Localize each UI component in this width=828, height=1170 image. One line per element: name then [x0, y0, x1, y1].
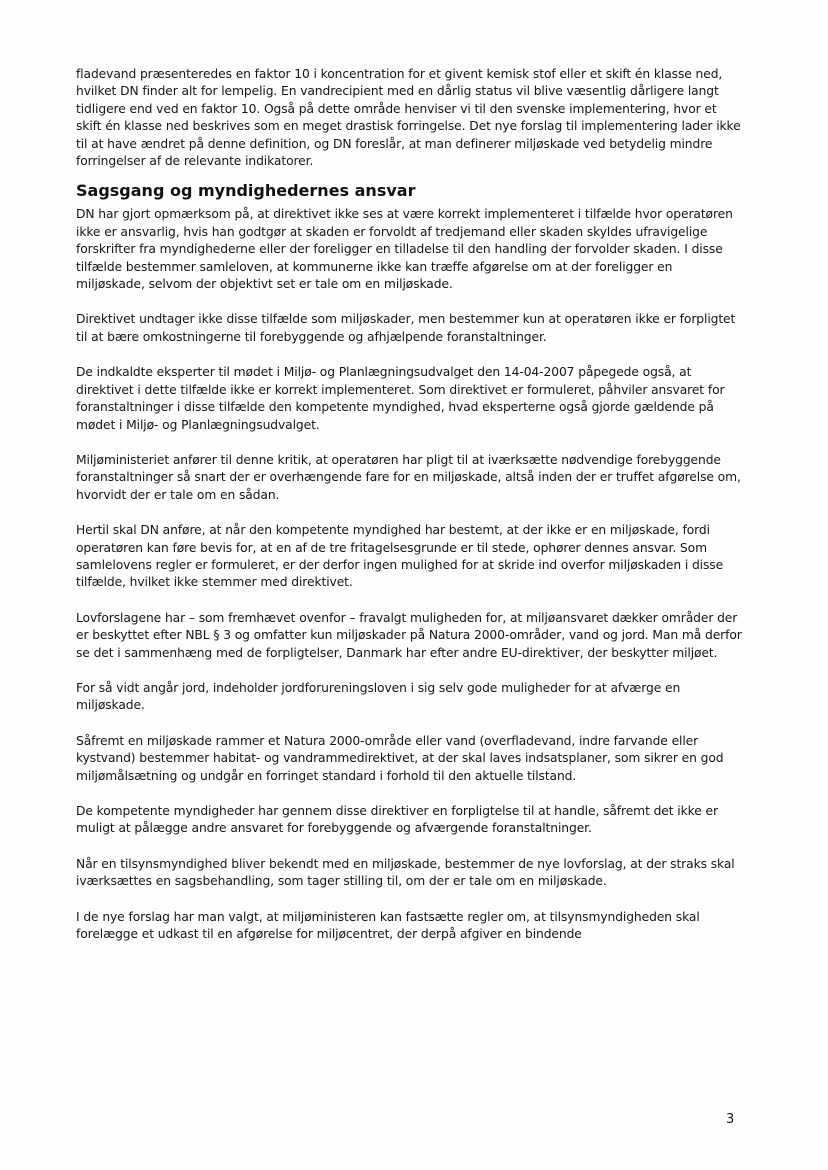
paragraph-1: fladevand præsenteredes en faktor 10 i koncentration for et givent kemisk stof eller et skift én klasse ned, hvilket DN finder alt for lempelig. En vandrecipient med en dårlig status vil blive væsentlig dårligere langt tidligere end ved en faktor 10. Også på dette område henviser vi til den svenske implementering, hvor et skift én klasse ned beskrives som en meget drastisk forringelse. Det nye forslag til implementering lader ikke til at have ændret på denne definition, og DN foreslår, at man definerer miljøskade ved betydelig mindre forringelser af de relevante indikatorer. [76, 67, 741, 169]
paragraph-7: Lovforslagene har – som fremhævet ovenfor – fravalgt muligheden for, at miljøansvaret dækker områder der er beskyttet efter NBL § 3 og omfatter kun miljøskader på Natura 2000-områder, vand og jord. Man må derfor se det i sammenhæng med de forpligtelser, Danmark har efter andre EU-direktiver, der beskytter miljøet. [76, 610, 742, 660]
paragraph-6: Hertil skal DN anføre, at når den kompetente myndighed har bestemt, at der ikke er en miljøskade, fordi operatøren kan føre bevis for, at en af de tre fritagelsesgrunde er til stede, ophører dennes ansvar. Som samlelovens regler er formuleret, er der derfor ingen mulighed for at skride ind overfor miljøskaden i disse tilfælde, hvilket ikke stemmer med direktivet. [76, 523, 724, 590]
paragraph-8: For så vidt angår jord, indeholder jordforureningsloven i sig selv gode muligheder for at afværge en miljøskade. [76, 680, 681, 713]
page-body [76, 66, 742, 961]
section-heading: Sagsgang og myndighedernes ansvar [76, 181, 416, 201]
paragraph-9: Såfremt en miljøskade rammer et Natura 2000-område eller vand (overfladevand, indre farvande eller kystvand) bestemmer habitat- og vandrammedirektivet, at der skal laves indsatsplaner, som sikrer en god miljømålsætning og undgår en forringet standard i forhold til den aktuelle tilstand. [76, 733, 724, 783]
paragraph-11: Når en tilsynsmyndighed bliver bekendt med en miljøskade, bestemmer de nye lovforslag, at der straks skal iværksættes en sagsbehandling, som tager stilling til, om der er tale om en miljøskade. [76, 856, 735, 889]
paragraph-5: Miljøministeriet anfører til denne kritik, at operatøren har pligt til at iværksætte nødvendige forebyggende foranstaltninger så snart der er overhængende fare for en miljøskade, altså inden der er truffet afgørelse om, hvorvidt der er tale om en sådan. [76, 452, 741, 502]
page-number: 3 [726, 1112, 735, 1127]
paragraph-2: DN har gjort opmærksom på, at direktivet ikke ses at være korrekt implementeret i tilfælde hvor operatøren ikke er ansvarlig, hvis han godtgør at skaden er forvoldt af tredjemand eller skaden skyldes ufravigelige forskrifter fra myndighederne eller der foreligger en tilladelse til den handling der forvolder skaden. I disse tilfælde bestemmer samleloven, at kommunerne ikke kan træffe afgørelse om at der foreligger en miljøskade, selvom der objektivt set er tale om en miljøskade. [76, 207, 733, 292]
paragraph-12: I de nye forslag har man valgt, at miljøministeren kan fastsætte regler om, at tilsynsmyndigheden skal forelægge et udkast til en afgørelse for miljøcentret, der derpå afgiver en bindende [76, 909, 700, 942]
paragraph-4: De indkaldte eksperter til mødet i Miljø- og Planlægningsudvalget den 14-04-2007 påpegede også, at direktivet i dette tilfælde ikke er korrekt implementeret. Som direktivet er formuleret, påhviler ansvaret for foranstaltninger i disse tilfælde den kompetente myndighed, hvad eksperterne også gjorde gældende på mødet i Miljø- og Planlægningsudvalget. [76, 365, 725, 432]
paragraph-3: Direktivet undtager ikke disse tilfælde som miljøskader, men bestemmer kun at operatøren ikke er forpligtet til at bære omkostningerne til forebyggende og afhjælpende foranstaltninger. [76, 312, 736, 344]
paragraph-10: De kompetente myndigheder har gennem disse direktiver en forpligtelse til at handle, såfremt det ikke er muligt at pålægge andre ansvaret for forebyggende og afværgende foranstaltninger. [76, 804, 718, 836]
